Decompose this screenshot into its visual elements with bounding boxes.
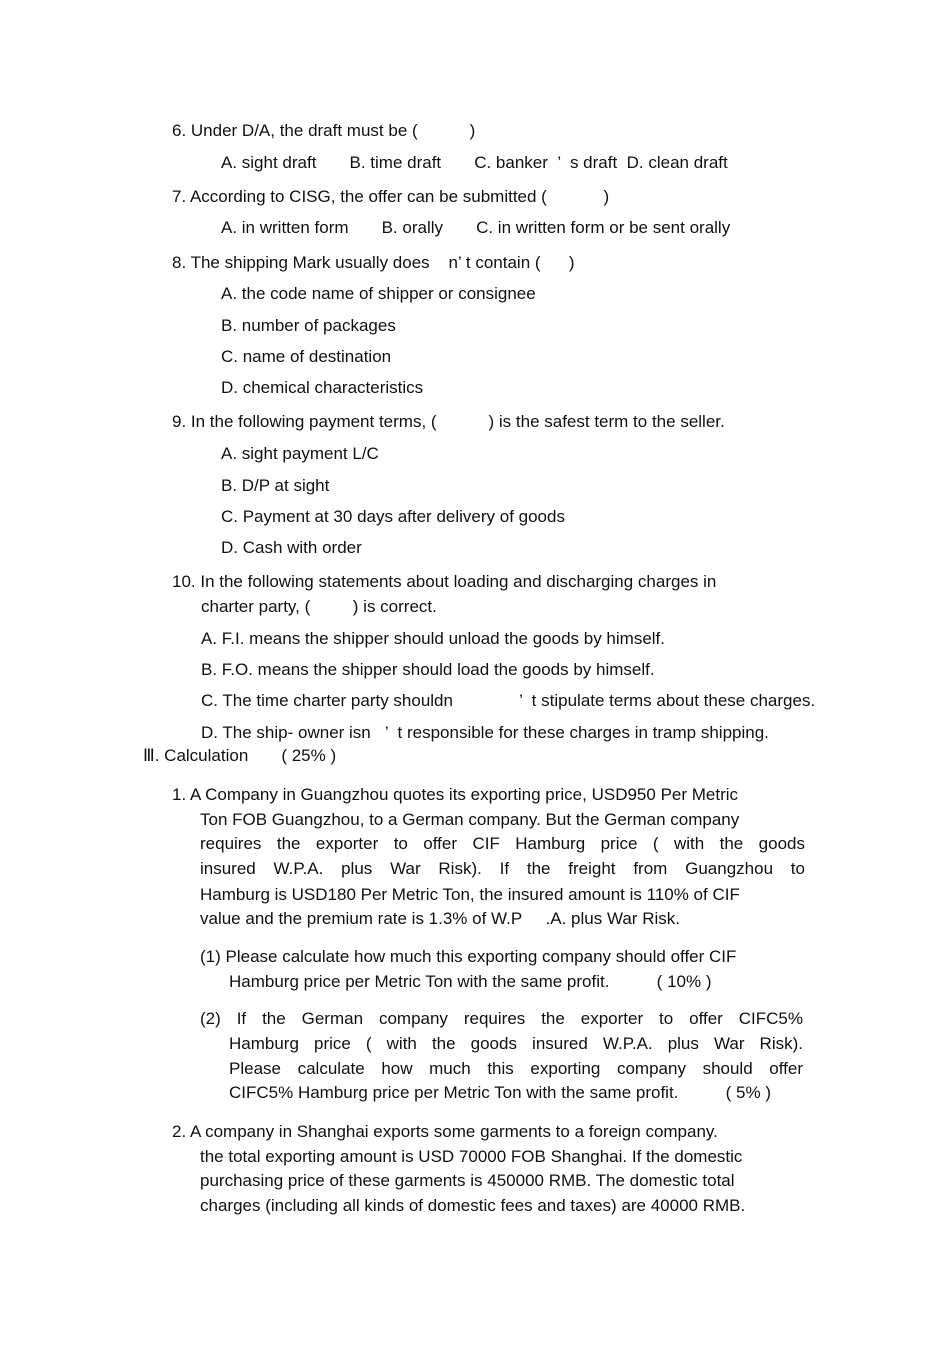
question-6-options: A. sight draft B. time draft C. banker ’ s draft D. clean draft <box>221 153 728 172</box>
question-7-options: A. in written form B. orally C. in written form or be sent orally <box>221 218 731 237</box>
calc-1-line-1: 1. A Company in Guangzhou quotes its exporting price, USD950 Per Metric <box>172 785 739 804</box>
question-9-stem: 9. In the following payment terms, ( ) is the safest term to the seller. <box>172 412 725 431</box>
question-8-option-a: A. the code name of shipper or consignee <box>221 284 536 303</box>
question-9-option-b: B. D/P at sight <box>221 476 330 495</box>
calc-2-line-2: the total exporting amount is USD 70000 FOB Shanghai. If the domestic <box>200 1147 743 1166</box>
question-8-option-d: D. chemical characteristics <box>221 378 424 397</box>
calc-1-line-4: insured W.P.A. plus War Risk). If the freight from Guangzhou to <box>200 859 805 878</box>
calc-1-line-3: requires the exporter to offer CIF Hamburg price ( with the goods <box>200 834 805 853</box>
calc-1-line-6: value and the premium rate is 1.3% of W.P .A. plus War Risk. <box>200 909 680 928</box>
question-9-option-a: A. sight payment L/C <box>221 444 379 463</box>
question-7-stem: 7. According to CISG, the offer can be submitted ( ) <box>172 187 610 206</box>
question-10-option-c: C. The time charter party shouldn ’ t stipulate terms about these charges. <box>201 691 816 710</box>
question-8-option-c: C. name of destination <box>221 347 392 366</box>
question-10-option-a: A. F.I. means the shipper should unload the goods by himself. <box>201 629 665 648</box>
question-8-option-b: B. number of packages <box>221 316 396 335</box>
question-9-option-c: C. Payment at 30 days after delivery of goods <box>221 507 565 526</box>
question-10-option-d: D. The ship- owner isn ’ t responsible for these charges in tramp shipping. <box>201 723 769 742</box>
question-10-stem-line-2: charter party, ( ) is correct. <box>201 597 437 616</box>
calc-1-sub-1-line-2: Hamburg price per Metric Ton with the same profit. ( 10% ) <box>229 972 712 991</box>
question-10-stem-line-1: 10. In the following statements about loading and discharging charges in <box>172 572 717 591</box>
question-10-option-b: B. F.O. means the shipper should load the goods by himself. <box>201 660 655 679</box>
calc-1-line-5: Hamburg is USD180 Per Metric Ton, the insured amount is 110% of CIF <box>200 885 740 904</box>
section-heading-calculation: Ⅲ. Calculation ( 25% ) <box>143 746 337 765</box>
calc-1-sub-2-line-2: Hamburg price ( with the goods insured W.P.A. plus War Risk). <box>229 1034 803 1053</box>
calc-1-sub-2-line-4: CIFC5% Hamburg price per Metric Ton with the same profit. ( 5% ) <box>229 1083 771 1102</box>
calc-1-line-2: Ton FOB Guangzhou, to a German company. But the German company <box>200 810 740 829</box>
question-9-option-d: D. Cash with order <box>221 538 362 557</box>
question-6-stem: 6. Under D/A, the draft must be ( ) <box>172 121 476 140</box>
calc-1-sub-2-line-1: (2) If the German company requires the exporter to offer CIFC5% <box>200 1009 803 1028</box>
calc-2-line-3: purchasing price of these garments is 450000 RMB. The domestic total <box>200 1171 735 1190</box>
calc-2-line-4: charges (including all kinds of domestic fees and taxes) are 40000 RMB. <box>200 1196 746 1215</box>
question-8-stem: 8. The shipping Mark usually does n’ t contain ( ) <box>172 253 575 272</box>
calc-1-sub-1-line-1: (1) Please calculate how much this exporting company should offer CIF <box>200 947 737 966</box>
calc-1-sub-2-line-3: Please calculate how much this exporting company should offer <box>229 1059 803 1078</box>
calc-2-line-1: 2. A company in Shanghai exports some garments to a foreign company. <box>172 1122 718 1141</box>
